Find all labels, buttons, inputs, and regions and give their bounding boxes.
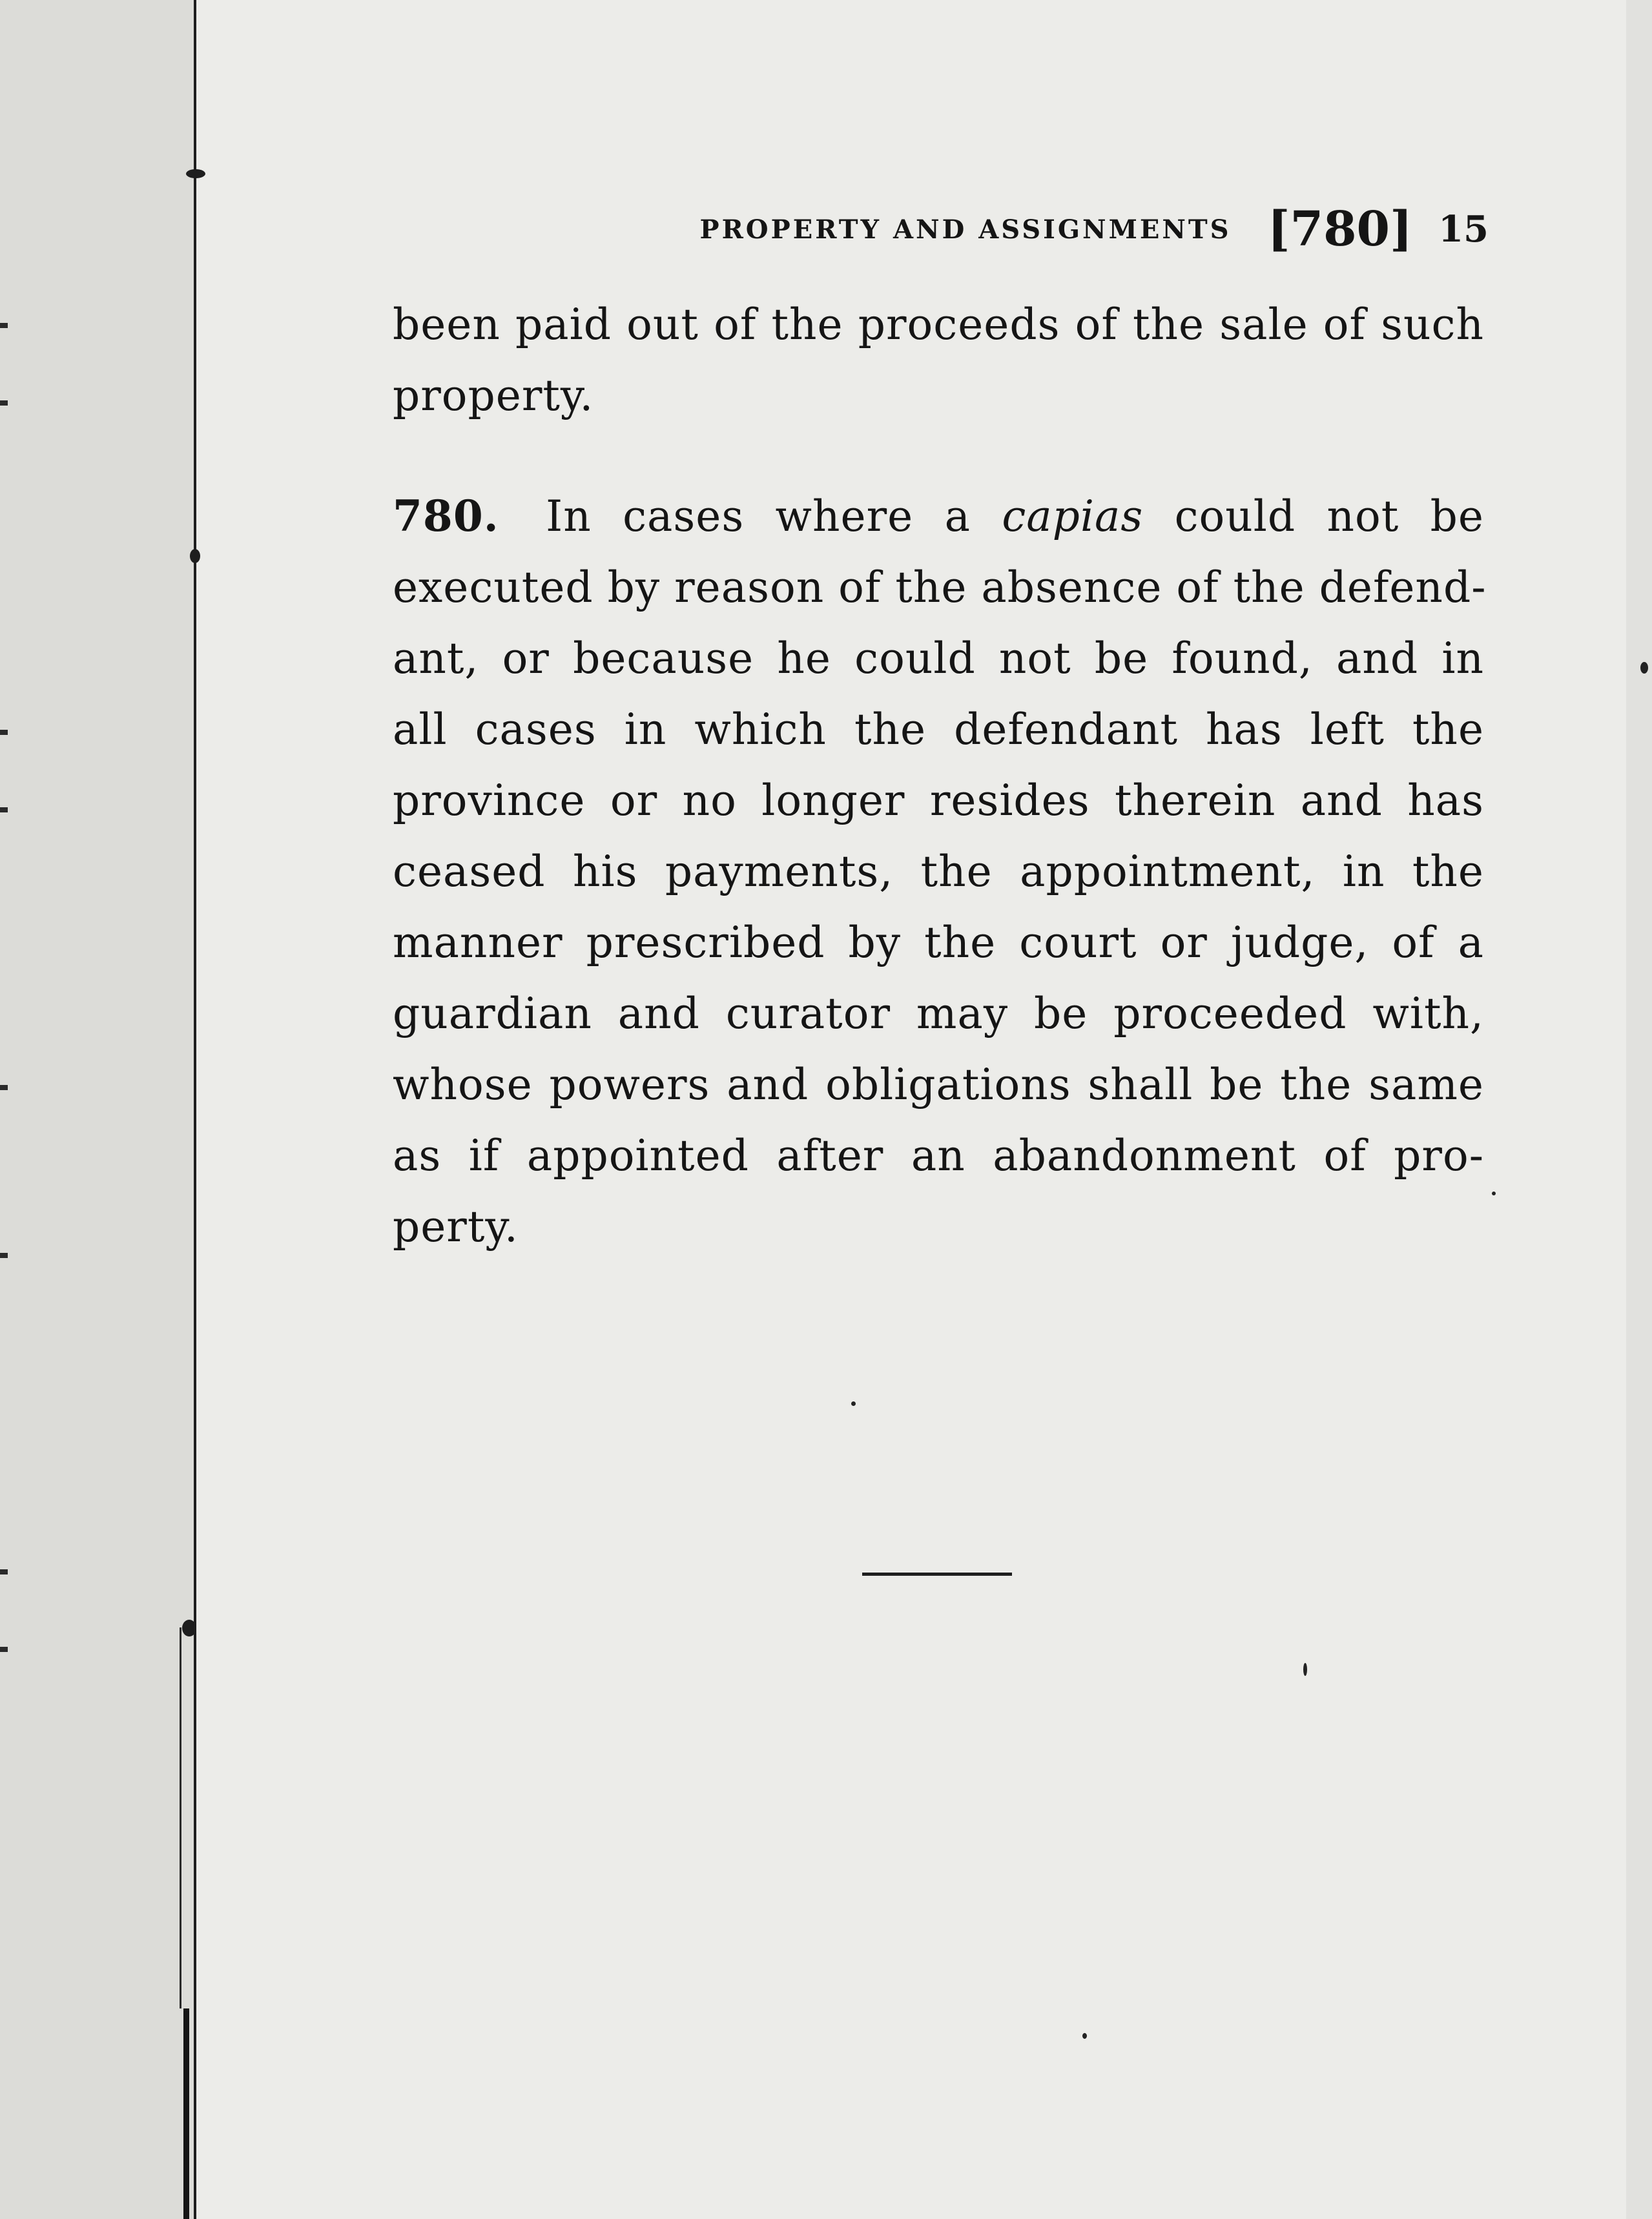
text-line: ant, or because he could not be found, and in <box>393 634 1484 683</box>
text-line: province or no longer resides therein and has <box>393 776 1484 825</box>
text-line: all cases in which the defendant has left the <box>393 705 1484 754</box>
running-head-title: PROPERTY AND ASSIGNMENTS <box>699 214 1232 245</box>
edge-mark <box>0 1085 8 1090</box>
paragraph-continued <box>393 289 1484 431</box>
text-line: as if appointed after an abandonment of pro- <box>393 1131 1484 1181</box>
binding-mark <box>182 1620 196 1636</box>
gutter-line-shadow <box>180 1627 181 2008</box>
text-fragment: In cases where a <box>546 491 971 541</box>
text-line: guardian and curator may be proceeded with, <box>393 989 1484 1038</box>
ink-speck <box>851 1401 856 1406</box>
edge-mark <box>0 730 8 735</box>
binding-mark <box>186 169 205 178</box>
text-fragment: could not be <box>1174 491 1484 541</box>
page-number: 15 <box>1438 208 1489 251</box>
ink-speck <box>1082 2033 1087 2039</box>
body-text <box>393 289 1487 1263</box>
edge-mark <box>0 1253 8 1258</box>
ink-speck <box>1640 662 1648 674</box>
ink-speck <box>1303 1663 1307 1676</box>
adjacent-page-margin <box>0 0 194 2219</box>
gutter-line-thick <box>183 2008 189 2219</box>
right-page-edge <box>1626 0 1652 2219</box>
running-head-section: [780] <box>1267 201 1413 257</box>
edge-mark <box>0 400 8 406</box>
running-head <box>659 203 1489 255</box>
edge-mark <box>0 1647 8 1652</box>
end-rule <box>862 1573 1012 1576</box>
binding-mark <box>190 549 200 563</box>
text-line: whose powers and obligations shall be the same <box>393 1060 1484 1110</box>
text-line: ceased his payments, the appointment, in the <box>393 847 1484 896</box>
text-line: perty. <box>393 1202 519 1252</box>
edge-mark <box>0 323 8 328</box>
text-line: executed by reason of the absence of the defend- <box>393 562 1487 612</box>
edge-mark <box>0 1569 8 1574</box>
section-number: 780. <box>393 491 499 541</box>
text-line: property. <box>393 371 594 420</box>
text-line-first <box>393 480 1484 552</box>
edge-mark <box>0 807 8 812</box>
text-line: been paid out of the proceeds of the sale of such <box>393 300 1484 349</box>
paragraph-section-780 <box>393 480 1487 1263</box>
gutter-line <box>194 0 196 2219</box>
italic-term: capias <box>1002 491 1144 541</box>
ink-speck <box>1492 1192 1496 1195</box>
text-line: manner prescribed by the court or judge, of a <box>393 918 1484 967</box>
